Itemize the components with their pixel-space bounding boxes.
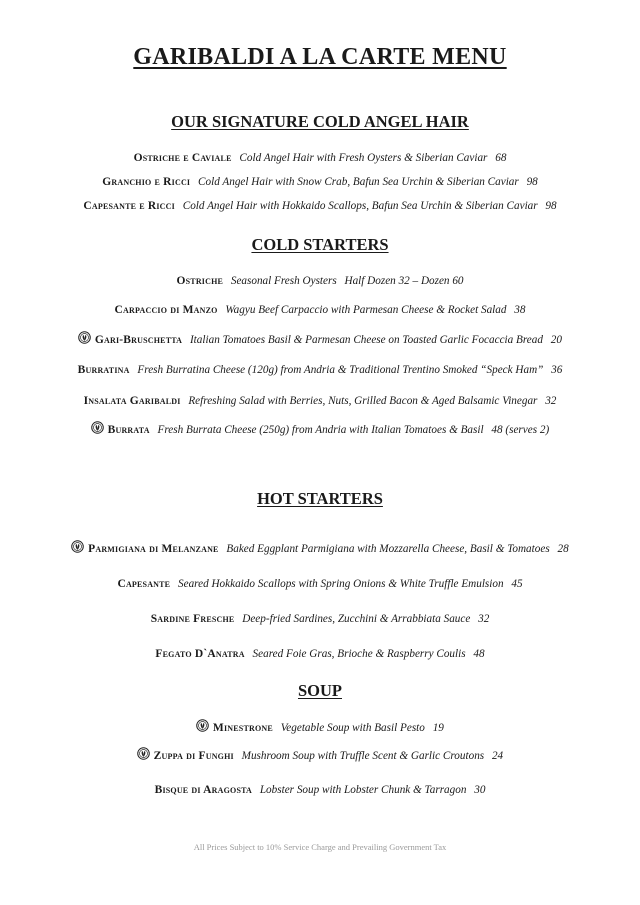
vegetarian-icon (196, 719, 209, 732)
item-name: Parmigiana di Melanzane (88, 543, 219, 555)
menu-title: GARIBALDI A LA CARTE MENU (133, 44, 507, 70)
item-price: 98 (545, 200, 557, 212)
item-name: Zuppa di Funghi (153, 750, 234, 762)
item-name: Bisque di Aragosta (154, 784, 253, 796)
item-price: 24 (491, 750, 504, 762)
menu-item (0, 611, 640, 627)
item-name: Burratina (77, 364, 130, 376)
menu-item (0, 646, 640, 662)
item-name: Insalata Garibaldi (83, 395, 181, 407)
item-price: 32 (478, 613, 490, 625)
item-price: 28 (557, 543, 569, 555)
item-name: Fegato D`Anatra (155, 648, 245, 660)
item-description: Baked Eggplant Parmigiana with Mozzarella Cheese, Basil & Tomatoes (226, 543, 550, 555)
section-heading-hot-starters: HOT STARTERS (257, 489, 383, 508)
vegetarian-icon (137, 747, 150, 760)
item-price: 68 (495, 152, 507, 164)
item-price: 30 (474, 784, 486, 796)
item-description: Fresh Burrata Cheese (250g) from Andria with Italian Tomatoes & Basil (157, 424, 484, 436)
item-description: Refreshing Salad with Berries, Nuts, Grilled Bacon & Aged Balsamic Vinegar (188, 395, 538, 407)
item-description: Lobster Soup with Lobster Chunk & Tarragon (259, 784, 467, 796)
item-price: Half Dozen 32 – Dozen 60 (344, 275, 464, 287)
item-price: 36 (551, 364, 563, 376)
menu-item (0, 782, 640, 798)
item-description: Mushroom Soup with Truffle Scent & Garlic Croutons (241, 750, 485, 762)
item-price: 98 (526, 176, 538, 188)
item-name: Minestrone (212, 722, 273, 734)
item-name: Gari-Bruschetta (94, 334, 183, 346)
item-name: Carpaccio di Manzo (114, 304, 218, 316)
menu-item (0, 331, 640, 348)
menu-item (0, 719, 640, 736)
menu-item (0, 362, 640, 378)
item-description: Deep-fried Sardines, Zucchini & Arrabbiata Sauce (242, 613, 471, 625)
section-heading-soup: SOUP (297, 681, 342, 700)
section-heading-signature: OUR SIGNATURE COLD ANGEL HAIR (171, 112, 469, 131)
item-price: 48 (473, 648, 485, 660)
item-name: Burrata (107, 424, 150, 436)
section-heading-cold-starters: COLD STARTERS (251, 235, 389, 254)
item-name: Ostriche (176, 275, 224, 287)
item-description: Cold Angel Hair with Fresh Oysters & Siberian Caviar (239, 152, 488, 164)
item-name: Ostriche e Caviale (133, 152, 232, 164)
item-name: Capesante (117, 578, 171, 590)
footer-note: All Prices Subject to 10% Service Charge and Prevailing Government Tax (193, 842, 447, 852)
item-description: Fresh Burratina Cheese (120g) from Andria & Traditional Trentino Smoked “Speck Ham” (137, 364, 544, 376)
item-price: 38 (514, 304, 526, 316)
item-description: Seared Hokkaido Scallops with Spring Onions & White Truffle Emulsion (178, 578, 504, 590)
item-description: Cold Angel Hair with Snow Crab, Bafun Sea Urchin & Siberian Caviar (198, 176, 519, 188)
item-name: Capesante e Ricci (83, 200, 175, 212)
item-name: Sardine Fresche (150, 613, 235, 625)
menu-item (0, 198, 640, 214)
item-description: Cold Angel Hair with Hokkaido Scallops, Bafun Sea Urchin & Siberian Caviar (182, 200, 538, 212)
vegetarian-icon (78, 331, 91, 344)
menu-item (0, 421, 640, 438)
menu-item (0, 150, 640, 166)
item-price: 32 (545, 395, 557, 407)
item-price: 45 (511, 578, 523, 590)
item-description: Vegetable Soup with Basil Pesto (280, 722, 425, 734)
item-description: Italian Tomatoes Basil & Parmesan Cheese on Toasted Garlic Focaccia Bread (189, 334, 543, 346)
menu-item (0, 393, 640, 409)
menu-item (0, 540, 640, 557)
menu-item (0, 302, 640, 318)
vegetarian-icon (71, 540, 84, 553)
item-description: Seasonal Fresh Oysters (230, 275, 337, 287)
item-description: Seared Foie Gras, Brioche & Raspberry Coulis (252, 648, 466, 660)
menu-item (0, 273, 640, 289)
vegetarian-icon (91, 421, 104, 434)
item-price: 19 (432, 722, 444, 734)
item-description: Wagyu Beef Carpaccio with Parmesan Cheese & Rocket Salad (225, 304, 507, 316)
item-price: 20 (550, 334, 562, 346)
menu-item (0, 174, 640, 190)
item-name: Granchio e Ricci (102, 176, 191, 188)
menu-item (0, 747, 640, 764)
item-price: 48 (serves 2) (491, 424, 550, 436)
menu-item (0, 576, 640, 592)
